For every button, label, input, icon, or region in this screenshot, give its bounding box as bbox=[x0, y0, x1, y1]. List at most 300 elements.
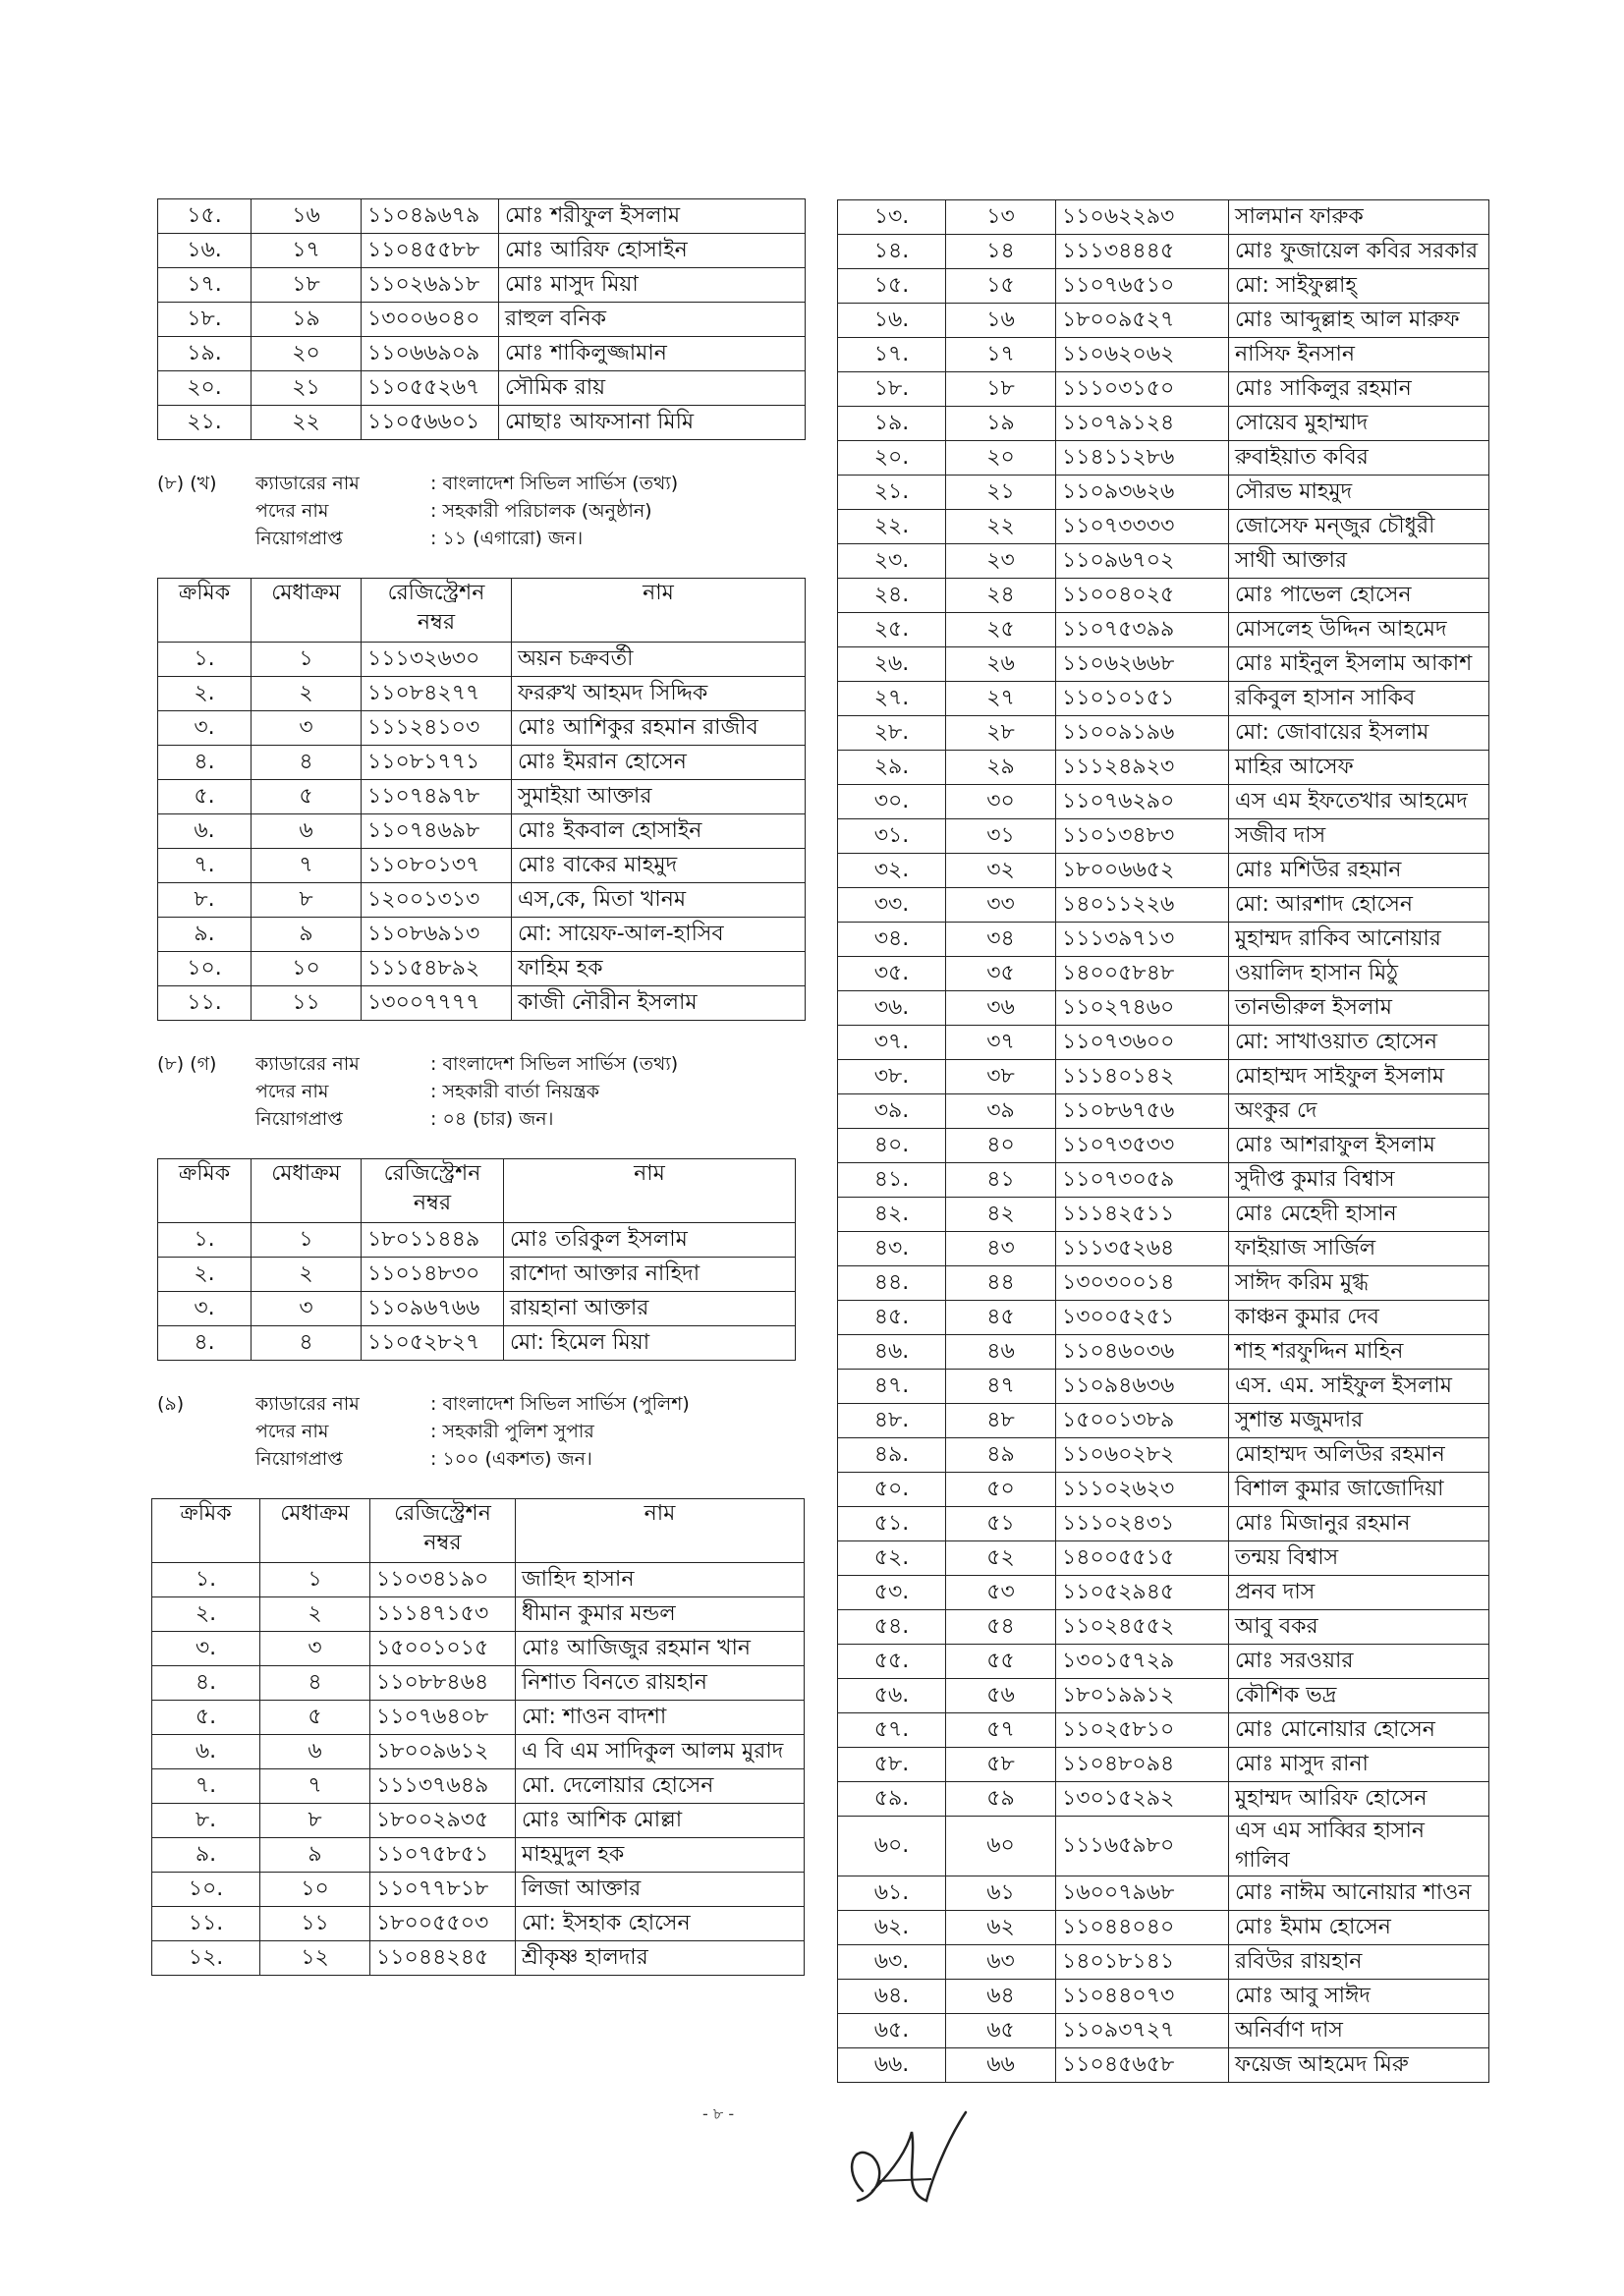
registration-cell: ১১১২৪৯২৩ bbox=[1056, 751, 1229, 785]
post-value: : সহকারী পুলিশ সুপার bbox=[430, 1421, 594, 1442]
name-cell: মোঃ মিজানুর রহমান bbox=[1229, 1507, 1489, 1541]
header-merit: মেধাক্রম bbox=[252, 579, 362, 643]
merit-cell: ১ bbox=[252, 1223, 362, 1258]
registration-cell: ১১১৪০১৪২ bbox=[1056, 1060, 1229, 1094]
merit-cell: ৫ bbox=[260, 1701, 370, 1735]
section-8ga-info bbox=[157, 1050, 806, 1133]
registration-cell: ১১১০২৪৩১ bbox=[1056, 1507, 1229, 1541]
table-9-continued bbox=[837, 199, 1489, 2083]
post-value: : সহকারী পরিচালক (অনুষ্ঠান) bbox=[430, 500, 652, 522]
name-cell: মো: সায়েফ-আল-হাসিব bbox=[512, 918, 806, 952]
table-row bbox=[838, 716, 1489, 751]
merit-cell: ১৭ bbox=[946, 338, 1056, 372]
serial-cell: ১৫. bbox=[838, 269, 946, 304]
registration-cell: ১১০৮৪২৭৭ bbox=[362, 677, 512, 711]
serial-cell: ৪৬. bbox=[838, 1335, 946, 1370]
table-row bbox=[158, 268, 806, 303]
merit-cell: ১০ bbox=[252, 952, 362, 986]
serial-cell: ৪০. bbox=[838, 1129, 946, 1163]
name-cell: সৌরভ মাহমুদ bbox=[1229, 476, 1489, 510]
registration-cell: ১৩০০৫২৫১ bbox=[1056, 1301, 1229, 1335]
table-row bbox=[152, 1666, 805, 1701]
name-cell: সৌমিক রায় bbox=[499, 371, 806, 406]
merit-cell: ১৯ bbox=[252, 303, 362, 337]
serial-cell: ৩. bbox=[152, 1632, 260, 1666]
merit-cell: ২৫ bbox=[946, 613, 1056, 647]
serial-cell: ৩. bbox=[158, 1292, 252, 1326]
serial-cell: ১৮. bbox=[838, 372, 946, 407]
registration-cell: ১১০২৬৯১৮ bbox=[362, 268, 499, 303]
registration-cell: ১১১৫৪৮৯২ bbox=[362, 952, 512, 986]
serial-cell: ১৮. bbox=[158, 303, 252, 337]
registration-cell: ১৮০০৯৬১২ bbox=[370, 1735, 516, 1769]
serial-cell: ৪৪. bbox=[838, 1266, 946, 1301]
serial-cell: ১. bbox=[158, 643, 252, 677]
name-cell: মাহির আসেফ bbox=[1229, 751, 1489, 785]
merit-cell: ১০ bbox=[260, 1873, 370, 1907]
name-cell: মো. দেলোয়ার হোসেন bbox=[516, 1769, 805, 1804]
table-row bbox=[152, 1735, 805, 1769]
table-row bbox=[838, 888, 1489, 923]
name-cell: মোঃ আশিক মোল্লা bbox=[516, 1804, 805, 1838]
table-row bbox=[152, 1907, 805, 1941]
table-row bbox=[838, 682, 1489, 716]
table-row bbox=[158, 1223, 796, 1258]
registration-cell: ১১০৫২৯৪৫ bbox=[1056, 1576, 1229, 1610]
merit-cell: ৩০ bbox=[946, 785, 1056, 819]
merit-cell: ৪৪ bbox=[946, 1266, 1056, 1301]
registration-cell: ১১০৮১৭৭১ bbox=[362, 746, 512, 780]
merit-cell: ৪১ bbox=[946, 1163, 1056, 1198]
header-serial: ক্রমিক bbox=[152, 1499, 260, 1563]
table-row bbox=[838, 200, 1489, 235]
serial-cell: ৬১. bbox=[838, 1876, 946, 1911]
registration-cell: ১৩০০৭৭৭৭ bbox=[362, 986, 512, 1021]
serial-cell: ৪২. bbox=[838, 1198, 946, 1232]
serial-cell: ১৬. bbox=[838, 304, 946, 338]
merit-cell: ৪৯ bbox=[946, 1438, 1056, 1473]
registration-cell: ১১৪১১২৮৬ bbox=[1056, 441, 1229, 476]
merit-cell: ৪৭ bbox=[946, 1370, 1056, 1404]
serial-cell: ৫২. bbox=[838, 1541, 946, 1576]
registration-cell: ১৪০১৮১৪১ bbox=[1056, 1945, 1229, 1980]
merit-cell: ৫৬ bbox=[946, 1679, 1056, 1713]
merit-cell: ৬ bbox=[252, 814, 362, 849]
name-cell: মোহাম্মদ সাইফুল ইসলাম bbox=[1229, 1060, 1489, 1094]
registration-cell: ১১০৭৬৫১০ bbox=[1056, 269, 1229, 304]
table-row bbox=[838, 2048, 1489, 2083]
table-row bbox=[158, 677, 806, 711]
merit-cell: ১৪ bbox=[946, 235, 1056, 269]
registration-cell: ১১০৪৪০৪০ bbox=[1056, 1911, 1229, 1945]
serial-cell: ৪. bbox=[158, 746, 252, 780]
serial-cell: ৮. bbox=[158, 883, 252, 918]
name-cell: জোসেফ মন্জুর চৌধুরী bbox=[1229, 510, 1489, 544]
merit-cell: ১৬ bbox=[252, 199, 362, 234]
registration-cell: ১১১৩৫২৬৪ bbox=[1056, 1232, 1229, 1266]
serial-cell: ৫৪. bbox=[838, 1610, 946, 1645]
serial-cell: ৫৫. bbox=[838, 1645, 946, 1679]
serial-cell: ৬৫. bbox=[838, 2014, 946, 2048]
name-cell: মোঃ সরওয়ার bbox=[1229, 1645, 1489, 1679]
post-key: পদের নাম bbox=[255, 500, 329, 522]
header-name: নাম bbox=[512, 579, 806, 643]
header-merit: মেধাক্রম bbox=[252, 1159, 362, 1223]
serial-cell: ৩০. bbox=[838, 785, 946, 819]
registration-cell: ১১০৯৪৬৩৬ bbox=[1056, 1370, 1229, 1404]
merit-cell: ২ bbox=[252, 1258, 362, 1292]
name-cell: মোঃ নাঈম আনোয়ার শাওন bbox=[1229, 1876, 1489, 1911]
page-number: - ৮ - bbox=[702, 2104, 735, 2123]
name-cell: মো: সাইফুল্লাহ্ bbox=[1229, 269, 1489, 304]
registration-cell: ১১১০৩১৫০ bbox=[1056, 372, 1229, 407]
merit-cell: ৫২ bbox=[946, 1541, 1056, 1576]
table-row bbox=[158, 643, 806, 677]
serial-cell: ২১. bbox=[838, 476, 946, 510]
name-cell: কাজী নৌরীন ইসলাম bbox=[512, 986, 806, 1021]
serial-cell: ১১. bbox=[152, 1907, 260, 1941]
cadre-key: ক্যাডারের নাম bbox=[255, 1393, 360, 1415]
name-cell: এস. এম. সাইফুল ইসলাম bbox=[1229, 1370, 1489, 1404]
registration-cell: ১৮০০৫৫০৩ bbox=[370, 1907, 516, 1941]
table-continued-8ka bbox=[157, 198, 806, 440]
registration-cell: ১১০৭৩০৫৯ bbox=[1056, 1163, 1229, 1198]
merit-cell: ১ bbox=[252, 643, 362, 677]
table-row bbox=[838, 1679, 1489, 1713]
table-row bbox=[838, 510, 1489, 544]
table-row bbox=[152, 1838, 805, 1873]
left-column bbox=[157, 198, 806, 1976]
registration-cell: ১৪০১১২২৬ bbox=[1056, 888, 1229, 923]
name-cell: এস এম ইফতেখার আহমেদ bbox=[1229, 785, 1489, 819]
merit-cell: ২ bbox=[260, 1597, 370, 1632]
merit-cell: ১১ bbox=[252, 986, 362, 1021]
table-row bbox=[158, 234, 806, 268]
registration-cell: ১১০২৪৫৫২ bbox=[1056, 1610, 1229, 1645]
name-cell: মোঃ মাসুদ মিয়া bbox=[499, 268, 806, 303]
name-cell: সালমান ফারুক bbox=[1229, 200, 1489, 235]
serial-cell: ৭. bbox=[158, 849, 252, 883]
name-cell: রাহুল বনিক bbox=[499, 303, 806, 337]
registration-cell: ১১০৪৪২৪৫ bbox=[370, 1941, 516, 1976]
serial-cell: ৪৮. bbox=[838, 1404, 946, 1438]
merit-cell: ৬৬ bbox=[946, 2048, 1056, 2083]
merit-cell: ১১ bbox=[260, 1907, 370, 1941]
serial-cell: ৫৯. bbox=[838, 1782, 946, 1817]
serial-cell: ৯. bbox=[158, 918, 252, 952]
registration-cell: ১১০৯৩৬২৬ bbox=[1056, 476, 1229, 510]
serial-cell: ২৩. bbox=[838, 544, 946, 579]
serial-cell: ৫. bbox=[152, 1701, 260, 1735]
table-row bbox=[152, 1941, 805, 1976]
table-row bbox=[838, 785, 1489, 819]
name-cell: বিশাল কুমার জাজোদিয়া bbox=[1229, 1473, 1489, 1507]
table-row bbox=[838, 407, 1489, 441]
serial-cell: ৮. bbox=[152, 1804, 260, 1838]
table-8kha bbox=[157, 578, 806, 1021]
name-cell: এ বি এম সাদিকুল আলম মুরাদ bbox=[516, 1735, 805, 1769]
signature-mark bbox=[833, 2102, 971, 2214]
merit-cell: ৪ bbox=[252, 746, 362, 780]
merit-cell: ৩ bbox=[260, 1632, 370, 1666]
table-8ga bbox=[157, 1158, 796, 1361]
serial-cell: ৪. bbox=[158, 1326, 252, 1361]
table-row bbox=[838, 751, 1489, 785]
serial-cell: ২২. bbox=[838, 510, 946, 544]
table-row bbox=[158, 371, 806, 406]
header-registration: রেজিস্ট্রেশন নম্বর bbox=[362, 1159, 504, 1223]
registration-cell: ১৮০০৯৫২৭ bbox=[1056, 304, 1229, 338]
registration-cell: ১৮০১১৪৪৯ bbox=[362, 1223, 504, 1258]
registration-cell: ১৪০০৫৮৪৮ bbox=[1056, 957, 1229, 991]
table-row bbox=[838, 1911, 1489, 1945]
table-row bbox=[838, 1026, 1489, 1060]
name-cell: মোঃ বাকের মাহমুদ bbox=[512, 849, 806, 883]
name-cell: মোঃ মশিউর রহমান bbox=[1229, 854, 1489, 888]
serial-cell: ১১. bbox=[158, 986, 252, 1021]
registration-cell: ১১০২৫৮১০ bbox=[1056, 1713, 1229, 1748]
name-cell: রবিউর রায়হান bbox=[1229, 1945, 1489, 1980]
registration-cell: ১১০৭৬২৯০ bbox=[1056, 785, 1229, 819]
table-9 bbox=[151, 1498, 805, 1976]
name-cell: সাঈদ করিম মুগ্ধ bbox=[1229, 1266, 1489, 1301]
header-name: নাম bbox=[516, 1499, 805, 1563]
table-row bbox=[838, 1266, 1489, 1301]
serial-cell: ২১. bbox=[158, 406, 252, 440]
table-row bbox=[152, 1563, 805, 1597]
serial-cell: ২০. bbox=[158, 371, 252, 406]
name-cell: মোঃ ফুজায়েল কবির সরকার bbox=[1229, 235, 1489, 269]
table-row bbox=[838, 1438, 1489, 1473]
registration-cell: ১১০৭৩৫৩৩ bbox=[1056, 1129, 1229, 1163]
serial-cell: ২০. bbox=[838, 441, 946, 476]
registration-cell: ১১০৭৯১২৪ bbox=[1056, 407, 1229, 441]
name-cell: রকিবুল হাসান সাকিব bbox=[1229, 682, 1489, 716]
serial-cell: ৪৯. bbox=[838, 1438, 946, 1473]
name-cell: তানভীরুল ইসলাম bbox=[1229, 991, 1489, 1026]
name-cell: জাহিদ হাসান bbox=[516, 1563, 805, 1597]
registration-cell: ১১০৭৬৪০৮ bbox=[370, 1701, 516, 1735]
cadre-key: ক্যাডারের নাম bbox=[255, 473, 360, 494]
serial-cell: ১২. bbox=[152, 1941, 260, 1976]
serial-cell: ৪৩. bbox=[838, 1232, 946, 1266]
registration-cell: ১১০৪৫৬৫৮ bbox=[1056, 2048, 1229, 2083]
name-cell: নিশাত বিনতে রায়হান bbox=[516, 1666, 805, 1701]
registration-cell: ১৮০০৬৬৫২ bbox=[1056, 854, 1229, 888]
table-row bbox=[838, 1060, 1489, 1094]
serial-cell: ৬০. bbox=[838, 1817, 946, 1876]
section-8kha-info bbox=[157, 470, 806, 552]
merit-cell: ৩৬ bbox=[946, 991, 1056, 1026]
serial-cell: ২৮. bbox=[838, 716, 946, 751]
serial-cell: ১. bbox=[158, 1223, 252, 1258]
name-cell: ওয়ালিদ হাসান মিঠু bbox=[1229, 957, 1489, 991]
header-name: নাম bbox=[504, 1159, 796, 1223]
registration-cell: ১১১৬৫৯৮০ bbox=[1056, 1817, 1229, 1876]
serial-cell: ৩৪. bbox=[838, 923, 946, 957]
name-cell: মো: হিমেল মিয়া bbox=[504, 1326, 796, 1361]
header-registration: রেজিস্ট্রেশন নম্বর bbox=[362, 579, 512, 643]
registration-cell: ১১০৩৪১৯০ bbox=[370, 1563, 516, 1597]
cadre-key: ক্যাডারের নাম bbox=[255, 1053, 360, 1075]
name-cell: মোসলেহ উদ্দিন আহমেদ bbox=[1229, 613, 1489, 647]
serial-cell: ৩৮. bbox=[838, 1060, 946, 1094]
serial-cell: ৫১. bbox=[838, 1507, 946, 1541]
serial-cell: ৩৩. bbox=[838, 888, 946, 923]
merit-cell: ২২ bbox=[946, 510, 1056, 544]
name-cell: কাঞ্চন কুমার দেব bbox=[1229, 1301, 1489, 1335]
merit-cell: ৬২ bbox=[946, 1911, 1056, 1945]
name-cell: ফয়েজ আহমেদ মিরু bbox=[1229, 2048, 1489, 2083]
registration-cell: ১৬০০৭৯৬৮ bbox=[1056, 1876, 1229, 1911]
serial-cell: ১০. bbox=[158, 952, 252, 986]
table-row bbox=[838, 1094, 1489, 1129]
table-row bbox=[152, 1701, 805, 1735]
table-row bbox=[158, 303, 806, 337]
name-cell: সাথী আক্তার bbox=[1229, 544, 1489, 579]
name-cell: মোঃ ইমাম হোসেন bbox=[1229, 1911, 1489, 1945]
table-row bbox=[152, 1804, 805, 1838]
table-row bbox=[838, 819, 1489, 854]
registration-cell: ১১০৪৬০৩৬ bbox=[1056, 1335, 1229, 1370]
registration-cell: ১১০০৯১৯৬ bbox=[1056, 716, 1229, 751]
registration-cell: ১৪০০৫৫১৫ bbox=[1056, 1541, 1229, 1576]
merit-cell: ৩৮ bbox=[946, 1060, 1056, 1094]
serial-cell: ৩. bbox=[158, 711, 252, 746]
merit-cell: ৬৪ bbox=[946, 1980, 1056, 2014]
registration-cell: ১১০৮৬৯১৩ bbox=[362, 918, 512, 952]
name-cell: মো: জোবায়ের ইসলাম bbox=[1229, 716, 1489, 751]
serial-cell: ১৪. bbox=[838, 235, 946, 269]
name-cell: রুবাইয়াত কবির bbox=[1229, 441, 1489, 476]
table-row bbox=[152, 1597, 805, 1632]
name-cell: মোঃ আবু সাঈদ bbox=[1229, 1980, 1489, 2014]
name-cell: মুহাম্মদ রাকিব আনোয়ার bbox=[1229, 923, 1489, 957]
serial-cell: ৫৩. bbox=[838, 1576, 946, 1610]
merit-cell: ৭ bbox=[252, 849, 362, 883]
table-row bbox=[838, 1876, 1489, 1911]
name-cell: মো: সাখাওয়াত হোসেন bbox=[1229, 1026, 1489, 1060]
table-row bbox=[838, 1945, 1489, 1980]
merit-cell: ১ bbox=[260, 1563, 370, 1597]
name-cell: মো: আরশাদ হোসেন bbox=[1229, 888, 1489, 923]
merit-cell: ৩১ bbox=[946, 819, 1056, 854]
name-cell: রায়হানা আক্তার bbox=[504, 1292, 796, 1326]
serial-cell: ৩৫. bbox=[838, 957, 946, 991]
serial-cell: ১৩. bbox=[838, 200, 946, 235]
merit-cell: ২৩ bbox=[946, 544, 1056, 579]
name-cell: ফাইয়াজ সার্জিল bbox=[1229, 1232, 1489, 1266]
merit-cell: ৪০ bbox=[946, 1129, 1056, 1163]
registration-cell: ১১০২৭৪৬০ bbox=[1056, 991, 1229, 1026]
merit-cell: ৮ bbox=[252, 883, 362, 918]
merit-cell: ৬০ bbox=[946, 1817, 1056, 1876]
name-cell: অনির্বাণ দাস bbox=[1229, 2014, 1489, 2048]
serial-cell: ৫৮. bbox=[838, 1748, 946, 1782]
table-row bbox=[838, 647, 1489, 682]
table-row bbox=[158, 406, 806, 440]
registration-cell: ১১০৯৩৭২৭ bbox=[1056, 2014, 1229, 2048]
serial-cell: ১৯. bbox=[838, 407, 946, 441]
table-row bbox=[838, 476, 1489, 510]
name-cell: আবু বকর bbox=[1229, 1610, 1489, 1645]
name-cell: মাহমুদুল হক bbox=[516, 1838, 805, 1873]
merit-cell: ৩৫ bbox=[946, 957, 1056, 991]
table-row bbox=[838, 1782, 1489, 1817]
registration-cell: ১১১৩২৬৩০ bbox=[362, 643, 512, 677]
name-cell: মোঃ সাকিলুর রহমান bbox=[1229, 372, 1489, 407]
table-row bbox=[158, 337, 806, 371]
name-cell: মোঃ তরিকুল ইসলাম bbox=[504, 1223, 796, 1258]
table-row bbox=[158, 199, 806, 234]
table-row bbox=[838, 1301, 1489, 1335]
name-cell: মোঃ ইমরান হোসেন bbox=[512, 746, 806, 780]
merit-cell: ১৯ bbox=[946, 407, 1056, 441]
registration-cell: ১২০০১৩১৩ bbox=[362, 883, 512, 918]
registration-cell: ১১০০৪০২৫ bbox=[1056, 579, 1229, 613]
serial-cell: ২৫. bbox=[838, 613, 946, 647]
table-row bbox=[838, 1713, 1489, 1748]
serial-cell: ৬৪. bbox=[838, 1980, 946, 2014]
merit-cell: ১৬ bbox=[946, 304, 1056, 338]
table-row bbox=[158, 1326, 796, 1361]
merit-cell: ১৮ bbox=[946, 372, 1056, 407]
serial-cell: ৪১. bbox=[838, 1163, 946, 1198]
table-row bbox=[838, 1370, 1489, 1404]
serial-cell: ১৫. bbox=[158, 199, 252, 234]
serial-cell: ১০. bbox=[152, 1873, 260, 1907]
count-value: : ১১ (এগারো) জন। bbox=[430, 528, 584, 549]
table-row bbox=[838, 1473, 1489, 1507]
name-cell: মোঃ আব্দুল্লাহ আল মারুফ bbox=[1229, 304, 1489, 338]
merit-cell: ৩৯ bbox=[946, 1094, 1056, 1129]
table-row bbox=[838, 957, 1489, 991]
serial-cell: ৬. bbox=[158, 814, 252, 849]
serial-cell: ৪৭. bbox=[838, 1370, 946, 1404]
name-cell: ফররুখ আহমদ সিদ্দিক bbox=[512, 677, 806, 711]
name-cell: মো: শাওন বাদশা bbox=[516, 1701, 805, 1735]
serial-cell: ৪. bbox=[152, 1666, 260, 1701]
table-row bbox=[838, 1198, 1489, 1232]
table-row bbox=[838, 544, 1489, 579]
registration-cell: ১১০৭৩৩৩৩ bbox=[1056, 510, 1229, 544]
merit-cell: ৯ bbox=[260, 1838, 370, 1873]
registration-cell: ১১০৫২৮২৭ bbox=[362, 1326, 504, 1361]
merit-cell: ২০ bbox=[252, 337, 362, 371]
registration-cell: ১১০৪৮০৯৪ bbox=[1056, 1748, 1229, 1782]
merit-cell: ২৯ bbox=[946, 751, 1056, 785]
cadre-value: : বাংলাদেশ সিভিল সার্ভিস (তথ্য) bbox=[430, 473, 679, 494]
serial-cell: ৬. bbox=[152, 1735, 260, 1769]
registration-cell: ১১০৬৬৯০৯ bbox=[362, 337, 499, 371]
count-key: নিয়োগপ্রাপ্ত bbox=[255, 528, 343, 549]
name-cell: সুশান্ত মজুমদার bbox=[1229, 1404, 1489, 1438]
name-cell: মোঃ ইকবাল হোসাইন bbox=[512, 814, 806, 849]
name-cell: তন্ময় বিশ্বাস bbox=[1229, 1541, 1489, 1576]
table-row bbox=[838, 1232, 1489, 1266]
serial-cell: ৪৫. bbox=[838, 1301, 946, 1335]
registration-cell: ১১০৮৬৭৫৬ bbox=[1056, 1094, 1229, 1129]
registration-cell: ১১০৭৪৯৭৮ bbox=[362, 780, 512, 814]
serial-cell: ৫. bbox=[158, 780, 252, 814]
serial-cell: ৭. bbox=[152, 1769, 260, 1804]
table-row bbox=[838, 1129, 1489, 1163]
merit-cell: ২১ bbox=[946, 476, 1056, 510]
name-cell: মোঃ আশরাফুল ইসলাম bbox=[1229, 1129, 1489, 1163]
table-row bbox=[158, 849, 806, 883]
serial-cell: ১. bbox=[152, 1563, 260, 1597]
registration-cell: ১৩০১৫২৯২ bbox=[1056, 1782, 1229, 1817]
